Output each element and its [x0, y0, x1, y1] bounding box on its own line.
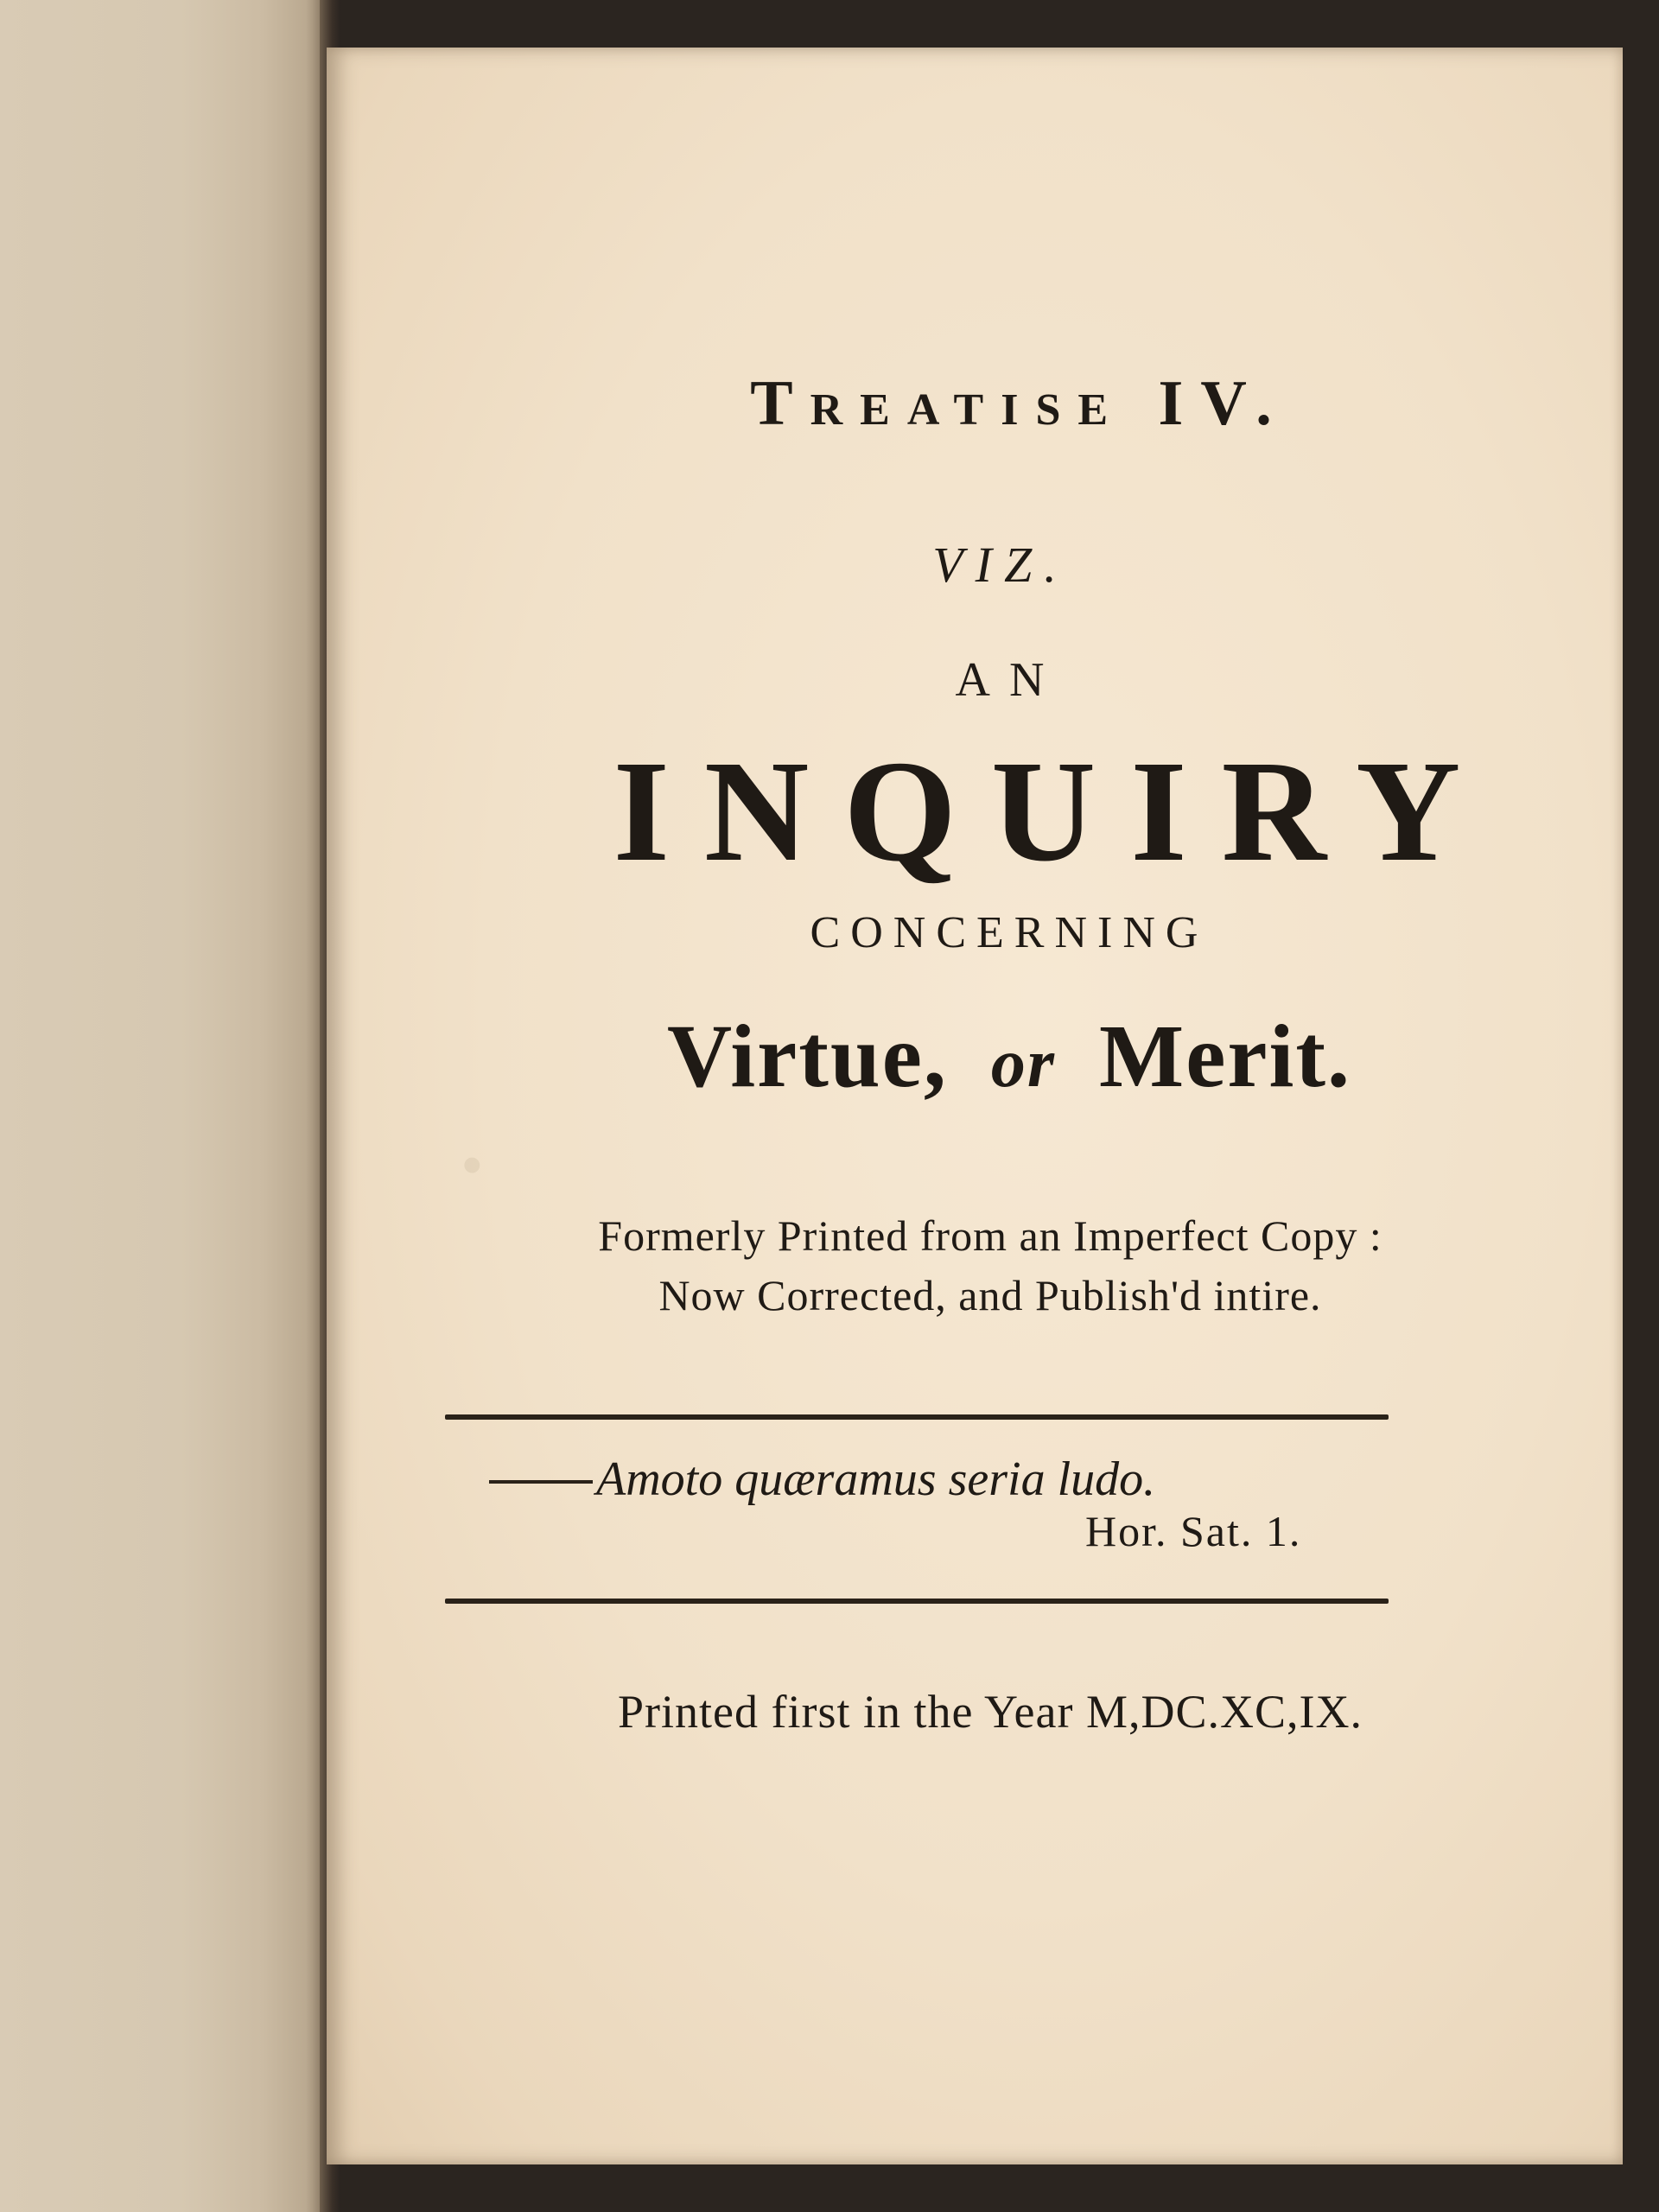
motto-dash [489, 1480, 593, 1484]
formerly-printed-line: Formerly Printed from an Imperfect Copy : [598, 1211, 1382, 1260]
treatise-heading: Treatise IV. [750, 368, 1289, 439]
rule-bottom [445, 1599, 1389, 1604]
title-page [327, 48, 1623, 2164]
show-through-text: · [456, 1112, 505, 1217]
subtitle-or: or [990, 1026, 1057, 1102]
title-inquiry: INQUIRY [613, 731, 1496, 892]
an-line: AN [955, 653, 1064, 707]
now-corrected-line: Now Corrected, and Publish'd intire. [658, 1271, 1322, 1319]
viz-line: VIZ. [932, 537, 1069, 593]
rule-top [445, 1414, 1389, 1420]
motto-source: Hor. Sat. 1. [1085, 1507, 1302, 1555]
subtitle-virtue: Virtue, [666, 1007, 948, 1106]
imprint-line: Printed first in the Year M,DC.XC,IX. [618, 1686, 1363, 1738]
left-page [0, 0, 328, 2212]
latin-motto: Amoto quæramus seria ludo. [596, 1452, 1156, 1506]
subtitle-merit: Merit. [1099, 1007, 1352, 1106]
concerning-line: CONCERNING [810, 908, 1209, 957]
subtitle-line [361, 1005, 1657, 1108]
